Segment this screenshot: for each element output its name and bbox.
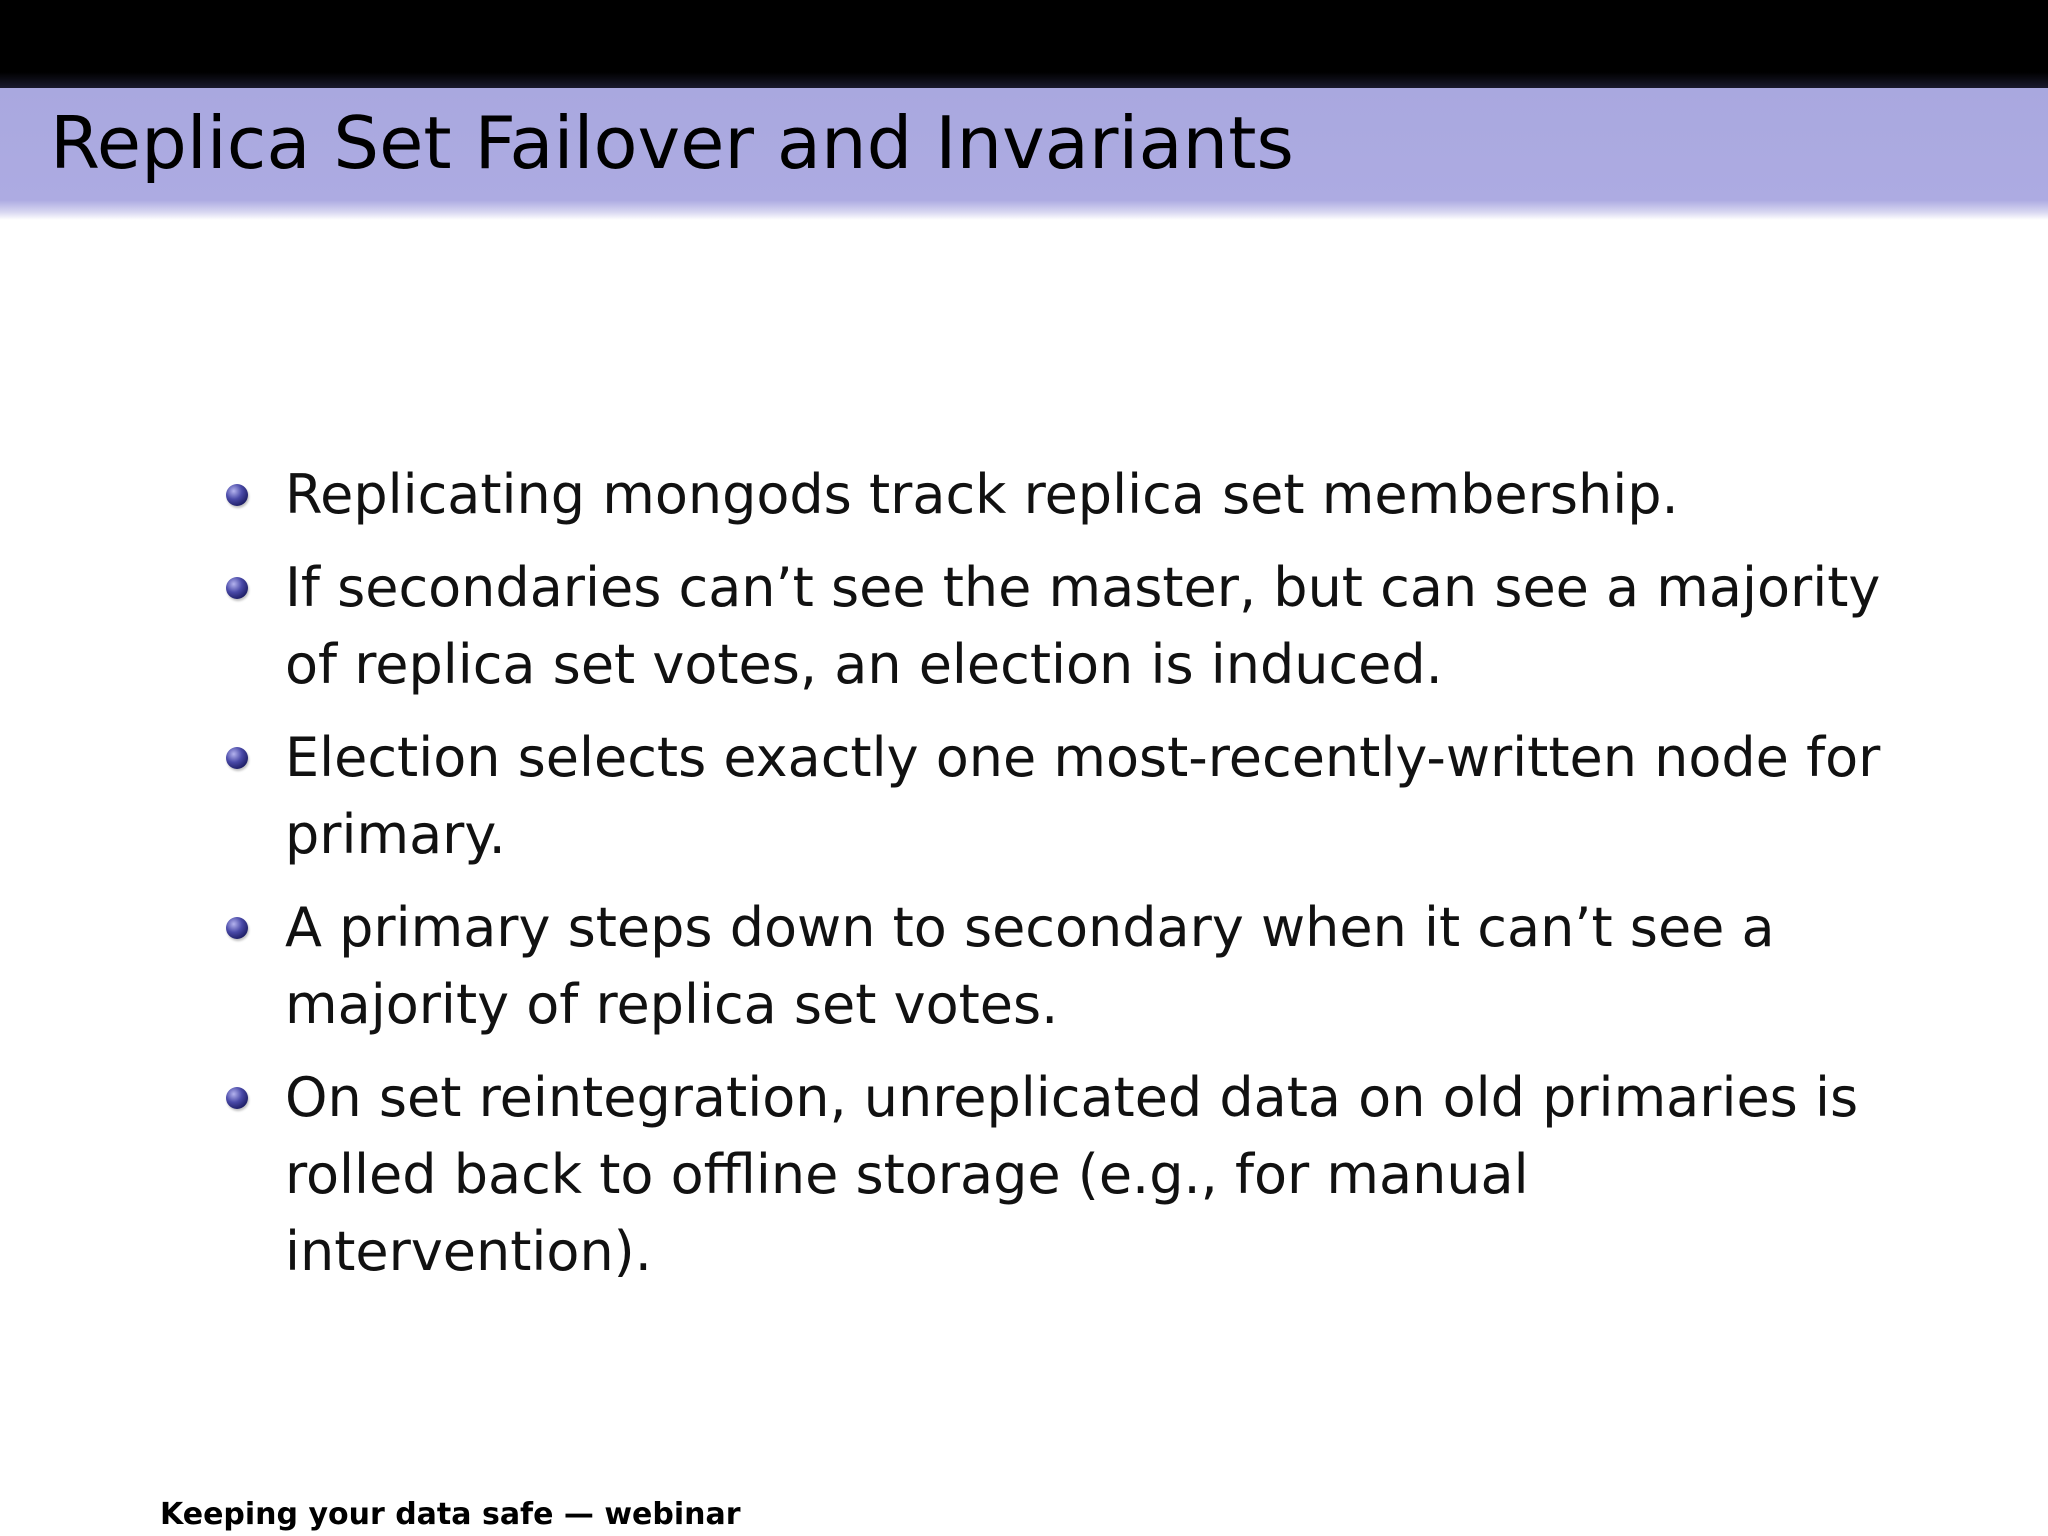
sphere-bullet-icon — [226, 917, 248, 939]
bullet-text: On set reintegration, unreplicated data on old primaries is rolled back to offline storage (e.g., for manual intervention). — [285, 1066, 1859, 1283]
list-item — [222, 1059, 1902, 1290]
header-bar — [0, 0, 2048, 88]
bullet-text: If secondaries can’t see the master, but can see a majority of replica set votes, an election is induced. — [285, 556, 1881, 696]
bullet-text: Election selects exactly one most-recently-written node for primary. — [285, 726, 1881, 866]
bullet-list — [222, 456, 1902, 1306]
list-item — [222, 549, 1902, 703]
sphere-bullet-icon — [226, 577, 248, 599]
list-item — [222, 889, 1902, 1043]
sphere-bullet-icon — [226, 1087, 248, 1109]
list-item — [222, 719, 1902, 873]
footer-text: Keeping your data safe — webinar — [160, 1497, 741, 1532]
sphere-bullet-icon — [226, 484, 248, 506]
bullet-text: Replicating mongods track replica set membership. — [285, 463, 1679, 526]
bullet-text: A primary steps down to secondary when it can’t see a majority of replica set votes. — [285, 896, 1775, 1036]
slide-title: Replica Set Failover and Invariants — [50, 101, 1294, 185]
list-item — [222, 456, 1902, 533]
sphere-bullet-icon — [226, 747, 248, 769]
